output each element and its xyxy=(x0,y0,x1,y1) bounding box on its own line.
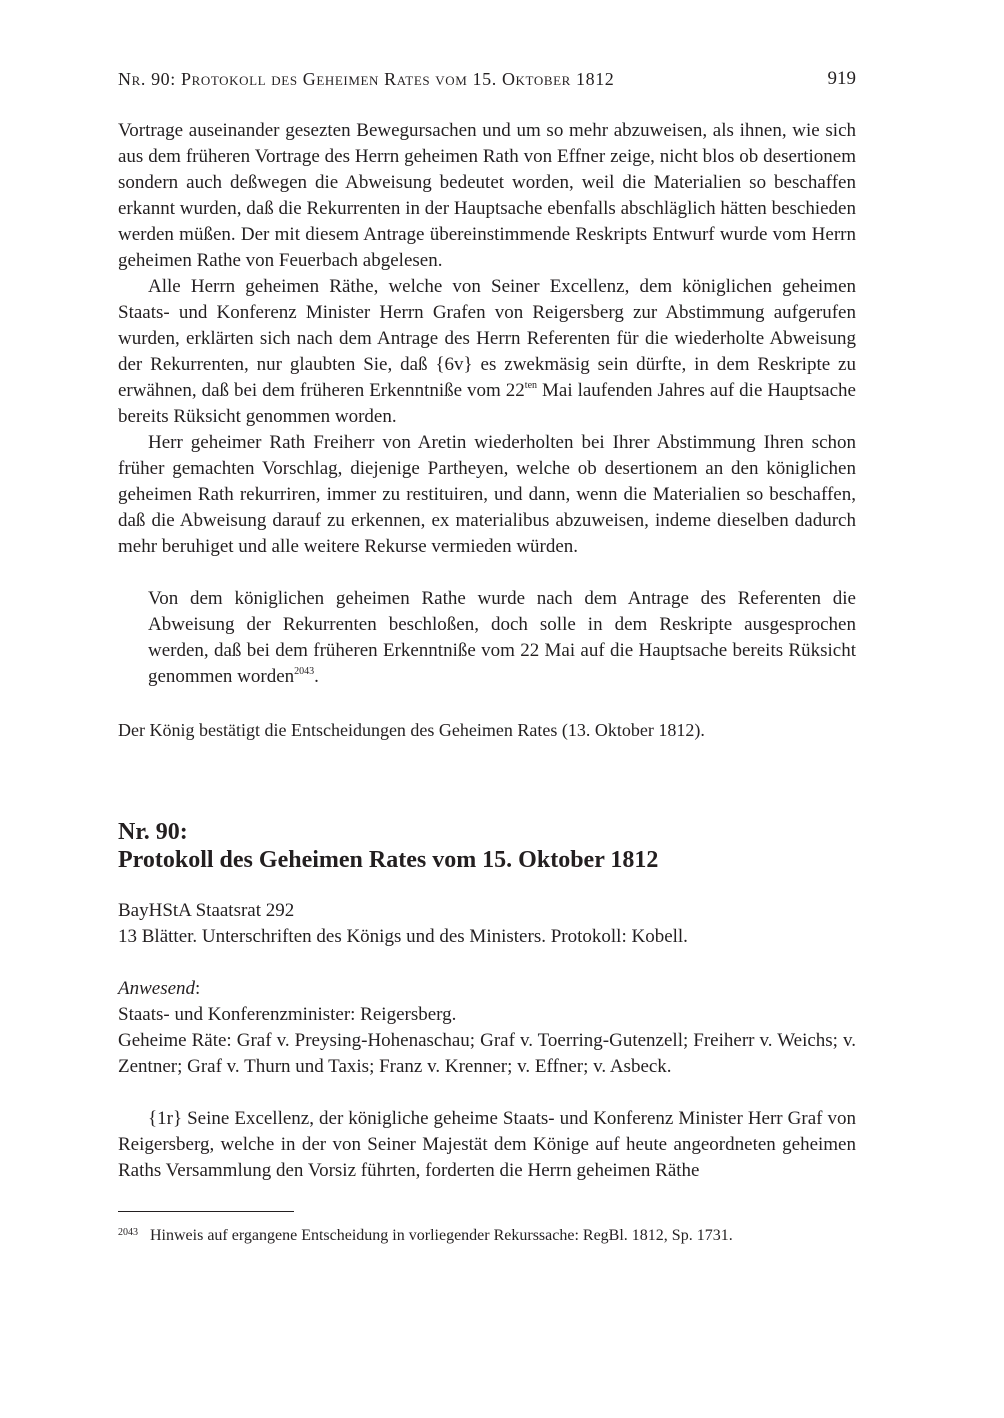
protocol-text xyxy=(118,1106,856,1184)
protocol-paragraph: {1r} Seine Excellenz, der königliche geheime Staats- und Konferenz Minister Herr Graf von Reigersberg, welche in der von Seiner Majestät dem Könige auf heute angeordneten geheimen Raths Versammlung den Vorsiz führten, forderten die Herrn geheimen Räthe xyxy=(118,1108,856,1181)
paragraph-1: Vortrage auseinander gesezten Bewegursachen und um so mehr abzuweisen, als ihnen, wie sich aus dem früheren Vortrage des Herrn geheimen Rath von Effner zeige, nicht blos ob desertionem sondern auch deßwegen die Abweisung bedeutet worden, weil die Materialien so beschaffen erkannt wurden, daß die Rekurrenten in der Hauptsache ebenfalls abschläglich hätten beschieden werden müßen. Der mit diesem Antrage übereinstimmende Reskripts Entwurf wurde vom Herrn geheimen Rathe von Feuerbach abgelesen. xyxy=(118,120,856,271)
source-info xyxy=(118,898,856,950)
source-archive: BayHStA Staatsrat 292 xyxy=(118,900,295,921)
attendance-colon: : xyxy=(195,978,201,999)
paragraph-3: Herr geheimer Rath Freiherr von Aretin wiederholten bei Ihrer Abstimmung Ihren schon früher gemachten Vorschlag, diejenige Partheyen, welche ob desertionem an den königlichen geheimen Rath rekurriren, immer zu restituiren, und dann, wenn die Materialien so beschaffen, daß die Abweisung darauf zu erkennen, ex materialibus abzuweisen, indeme dieselben dadurch mehr beruhiget und alle weitere Rekurse vermieden würden. xyxy=(118,432,856,557)
section-title: Protokoll des Geheimen Rates vom 15. Oktober 1812 xyxy=(118,847,659,873)
decision-block xyxy=(148,586,856,690)
footnote-number: 2043 xyxy=(118,1227,138,1238)
running-title: Nr. 90: Protokoll des Geheimen Rates vom 15. Oktober 1812 xyxy=(118,69,615,89)
footnote xyxy=(118,1222,856,1247)
section-number: Nr. 90: xyxy=(118,819,188,845)
source-description: 13 Blätter. Unterschriften des Königs und des Ministers. Protokoll: Kobell. xyxy=(118,926,688,947)
footnote-divider xyxy=(118,1211,294,1212)
attendance-councillors: Geheime Räte: Graf v. Preysing-Hohenaschau; Graf v. Toerring-Gutenzell; Freiherr v. Weichs; v. Zentner; Graf v. Thurn und Taxis; Franz v. Krenner; v. Effner; v. Asbeck. xyxy=(118,1030,856,1077)
king-confirmation: Der König bestätigt die Entscheidungen des Geheimen Rates (13. Oktober 1812). xyxy=(118,720,705,740)
attendance xyxy=(118,976,856,1080)
running-head xyxy=(118,66,856,92)
attendance-minister: Staats- und Konferenzminister: Reigersberg. xyxy=(118,1004,457,1025)
paragraph-2-text-a: Alle Herrn geheimen Räthe, welche von Seiner Excellenz, dem königlichen geheimen Staats- und Konferenz Minister Herrn Grafen von Reigersberg zur Abstimmung aufgerufen wurden, erklärten sich nach dem Antrage des Herrn Referenten für die wiederholte Abweisung der Rekurrenten, nur glaubten Sie, daß {6v} es zwekmäsig sein dürfte, in dem Reskripte zu erwähnen, daß bei dem früheren Erkenntniße vom 22 xyxy=(118,276,856,401)
attendance-label-line xyxy=(118,976,856,1002)
superscript-ten: ten xyxy=(524,380,538,391)
paragraph-2 xyxy=(118,274,856,430)
section-heading xyxy=(118,818,856,874)
decision-body: Von dem königlichen geheimen Rathe wurde nach dem Antrage des Referenten die Abweisung der Rekurrenten beschloßen, doch solle in dem Reskripte ausgesprochen werden, daß bei dem früheren Erkenntniße vom 22 Mai auf die Hauptsache bereits Rüksicht genommen worden xyxy=(148,588,856,687)
decision-text xyxy=(148,586,856,690)
attendance-label: Anwesend xyxy=(118,978,196,999)
decision-end: . xyxy=(314,666,319,687)
footnote-text: Hinweis auf ergangene Entscheidung in vorliegender Rekurssache: RegBl. 1812, Sp. 1731. xyxy=(150,1227,733,1244)
footnote-reference: 2043 xyxy=(294,666,315,677)
paragraph-2-text-b: Mai laufenden Jahres auf die Hauptsache bereits Rüksicht genommen worden. xyxy=(118,380,856,427)
page-number: 919 xyxy=(827,68,856,89)
continuation-text xyxy=(118,118,856,560)
